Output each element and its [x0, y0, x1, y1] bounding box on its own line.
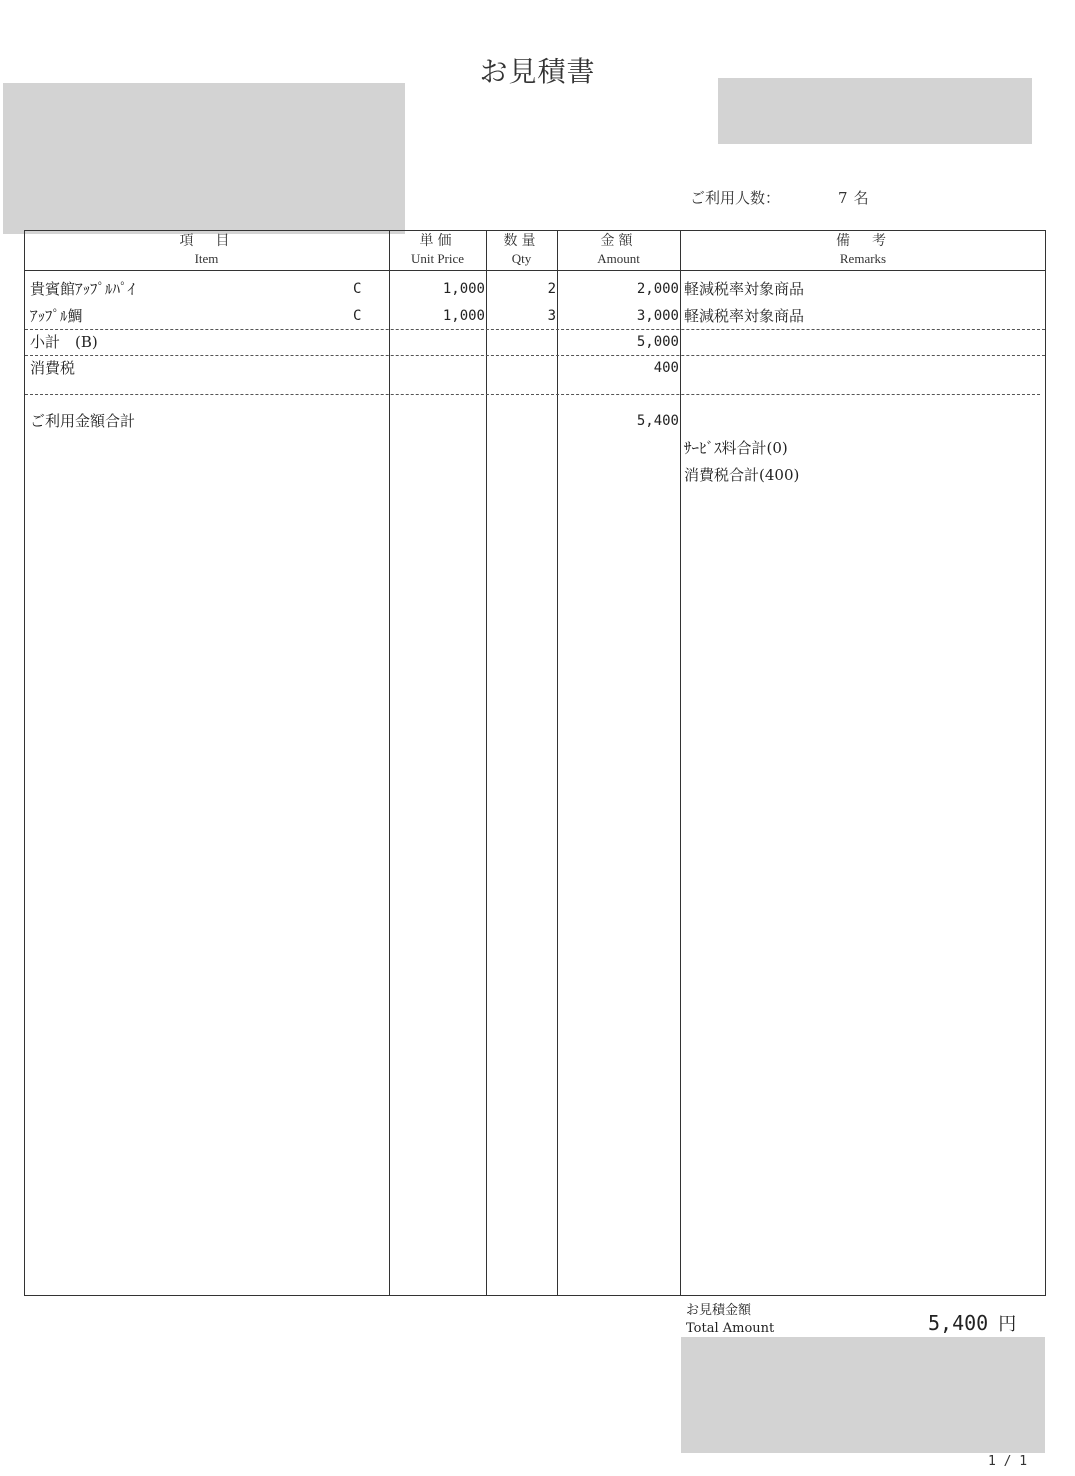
column-divider [486, 230, 487, 1296]
row-2-remarks: 軽減税率対象商品 [684, 307, 805, 325]
row-1-category: C [353, 281, 362, 297]
estimate-total-unit: 円 [998, 1314, 1017, 1335]
row-1-amount: 2,000 [636, 281, 679, 297]
document-title: お見積書 [479, 55, 596, 88]
guest-count [690, 187, 869, 208]
column-divider [389, 230, 390, 1296]
guest-count-label: ご利用人数： [690, 189, 781, 207]
page-number: 1 / 1 [988, 1454, 1028, 1469]
header-amount: 金額 Amount [597, 233, 640, 266]
row-2-amount: 3,000 [636, 308, 679, 324]
redacted-footer-block [681, 1337, 1045, 1453]
estimate-total-label-en: Total Amount [686, 1321, 775, 1336]
total-divider [25, 394, 1040, 395]
tax-total-note: 消費税合計(400) [684, 466, 800, 484]
estimate-total-amount: 5,400 [928, 1311, 989, 1335]
row-1-unit-price: 1,000 [442, 281, 485, 297]
guest-count-value: 7 [838, 189, 848, 207]
header-item: 項 目 Item [179, 233, 234, 266]
service-charge-note: ｻｰﾋﾞｽ料合計(0) [684, 439, 788, 457]
row-1-remarks: 軽減税率対象商品 [684, 280, 805, 298]
row-1-item: 貴賓館ｱｯﾌﾟﾙﾊﾟｲ [30, 280, 136, 298]
row-2-qty: 3 [547, 308, 556, 324]
column-divider [557, 230, 558, 1296]
column-divider [680, 230, 681, 1296]
subtotal-label: 小計 (B) [30, 333, 98, 351]
redacted-issuer-block [718, 78, 1032, 144]
subtotal-divider [25, 329, 1045, 330]
estimate-total-value [928, 1310, 1016, 1336]
estimate-table-frame [24, 230, 1046, 1296]
estimate-total-label [686, 1302, 774, 1338]
tax-label: 消費税 [30, 359, 76, 377]
header-divider [24, 270, 1046, 271]
row-2-item: ｱｯﾌﾟﾙ鯛 [30, 307, 83, 325]
estimate-total-label-jp: お見積金額 [686, 1303, 752, 1318]
header-unit-price: 単価 Unit Price [410, 233, 465, 266]
guest-count-unit: 名 [853, 189, 869, 207]
header-qty: 数量 Qty [503, 233, 540, 266]
row-2-category: C [353, 308, 362, 324]
tax-amount: 400 [653, 360, 679, 376]
grand-total-amount: 5,400 [636, 413, 679, 429]
redacted-recipient-block [3, 83, 405, 234]
row-1-qty: 2 [547, 281, 556, 297]
tax-divider [25, 355, 1045, 356]
row-2-unit-price: 1,000 [442, 308, 485, 324]
header-remarks: 備 考 Remarks [836, 233, 890, 266]
subtotal-amount: 5,000 [636, 334, 679, 350]
grand-total-label: ご利用金額合計 [30, 412, 136, 430]
